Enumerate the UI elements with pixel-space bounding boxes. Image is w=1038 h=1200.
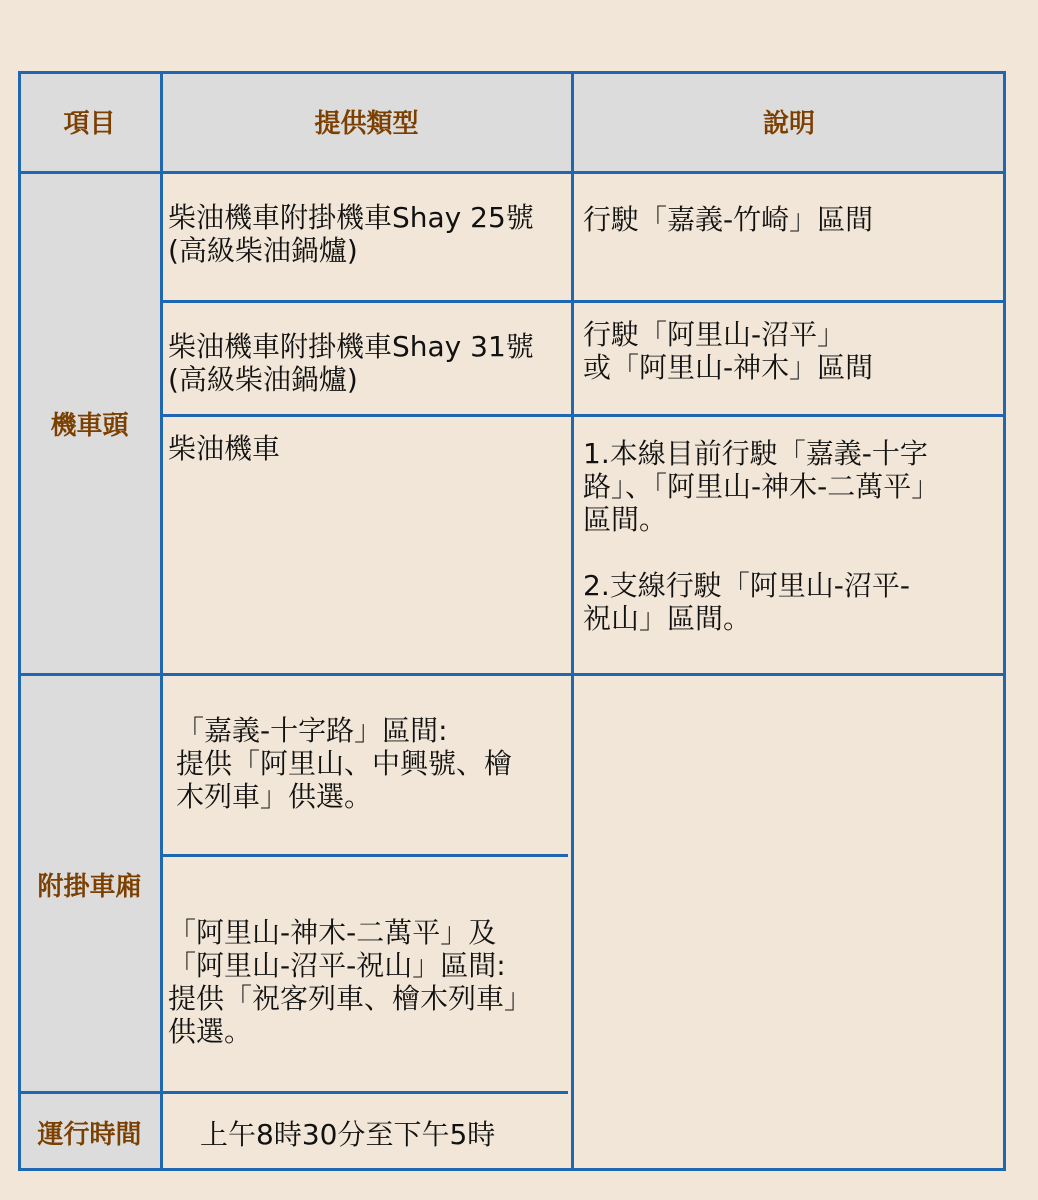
grid-line [18, 1168, 1006, 1171]
header-item: 項目 [18, 71, 161, 172]
carriage-type-2: 「阿里山-神木-二萬平」及 「阿里山-沼平-祝山」區間: 提供「祝客列車、檜木列車」 供選。 [168, 916, 568, 1048]
loco-type-1: 柴油機車附掛機車Shay 25號 (高級柴油鍋爐) [168, 201, 568, 267]
grid-line [161, 414, 1006, 417]
grid-line [160, 71, 163, 1171]
grid-line [18, 673, 1006, 676]
item-hours: 運行時間 [18, 1093, 161, 1171]
grid-line [1003, 71, 1006, 1171]
grid-line [161, 300, 1006, 303]
item-locomotive: 機車頭 [18, 172, 161, 675]
loco-desc-2: 行駛「阿里山-沼平」 或「阿里山-神木」區間 [583, 318, 1003, 384]
loco-type-3: 柴油機車 [168, 432, 568, 465]
header-desc: 說明 [572, 71, 1006, 172]
hours-value: 上午8時30分至下午5時 [200, 1118, 560, 1151]
loco-type-2: 柴油機車附掛機車Shay 31號 (高級柴油鍋爐) [168, 330, 568, 396]
header-type: 提供類型 [161, 71, 572, 172]
grid-line [161, 854, 568, 857]
item-carriage: 附掛車廂 [18, 675, 161, 1093]
grid-line [18, 171, 1006, 174]
grid-line [18, 1091, 568, 1094]
info-table [18, 71, 1006, 1171]
carriage-type-1: 「嘉義-十字路」區間: 提供「阿里山、中興號、檜 木列車」供選。 [176, 714, 566, 813]
grid-line [18, 71, 1006, 74]
loco-desc-1: 行駛「嘉義-竹崎」區間 [583, 203, 1003, 236]
loco-desc-3: 1.本線目前行駛「嘉義-十字 路」、「阿里山-神木-二萬平」 區間。 2.支線行駛「阿里山-沼平- 祝山」區間。 [583, 437, 1003, 635]
grid-line [18, 71, 21, 1171]
grid-line [571, 71, 574, 1171]
